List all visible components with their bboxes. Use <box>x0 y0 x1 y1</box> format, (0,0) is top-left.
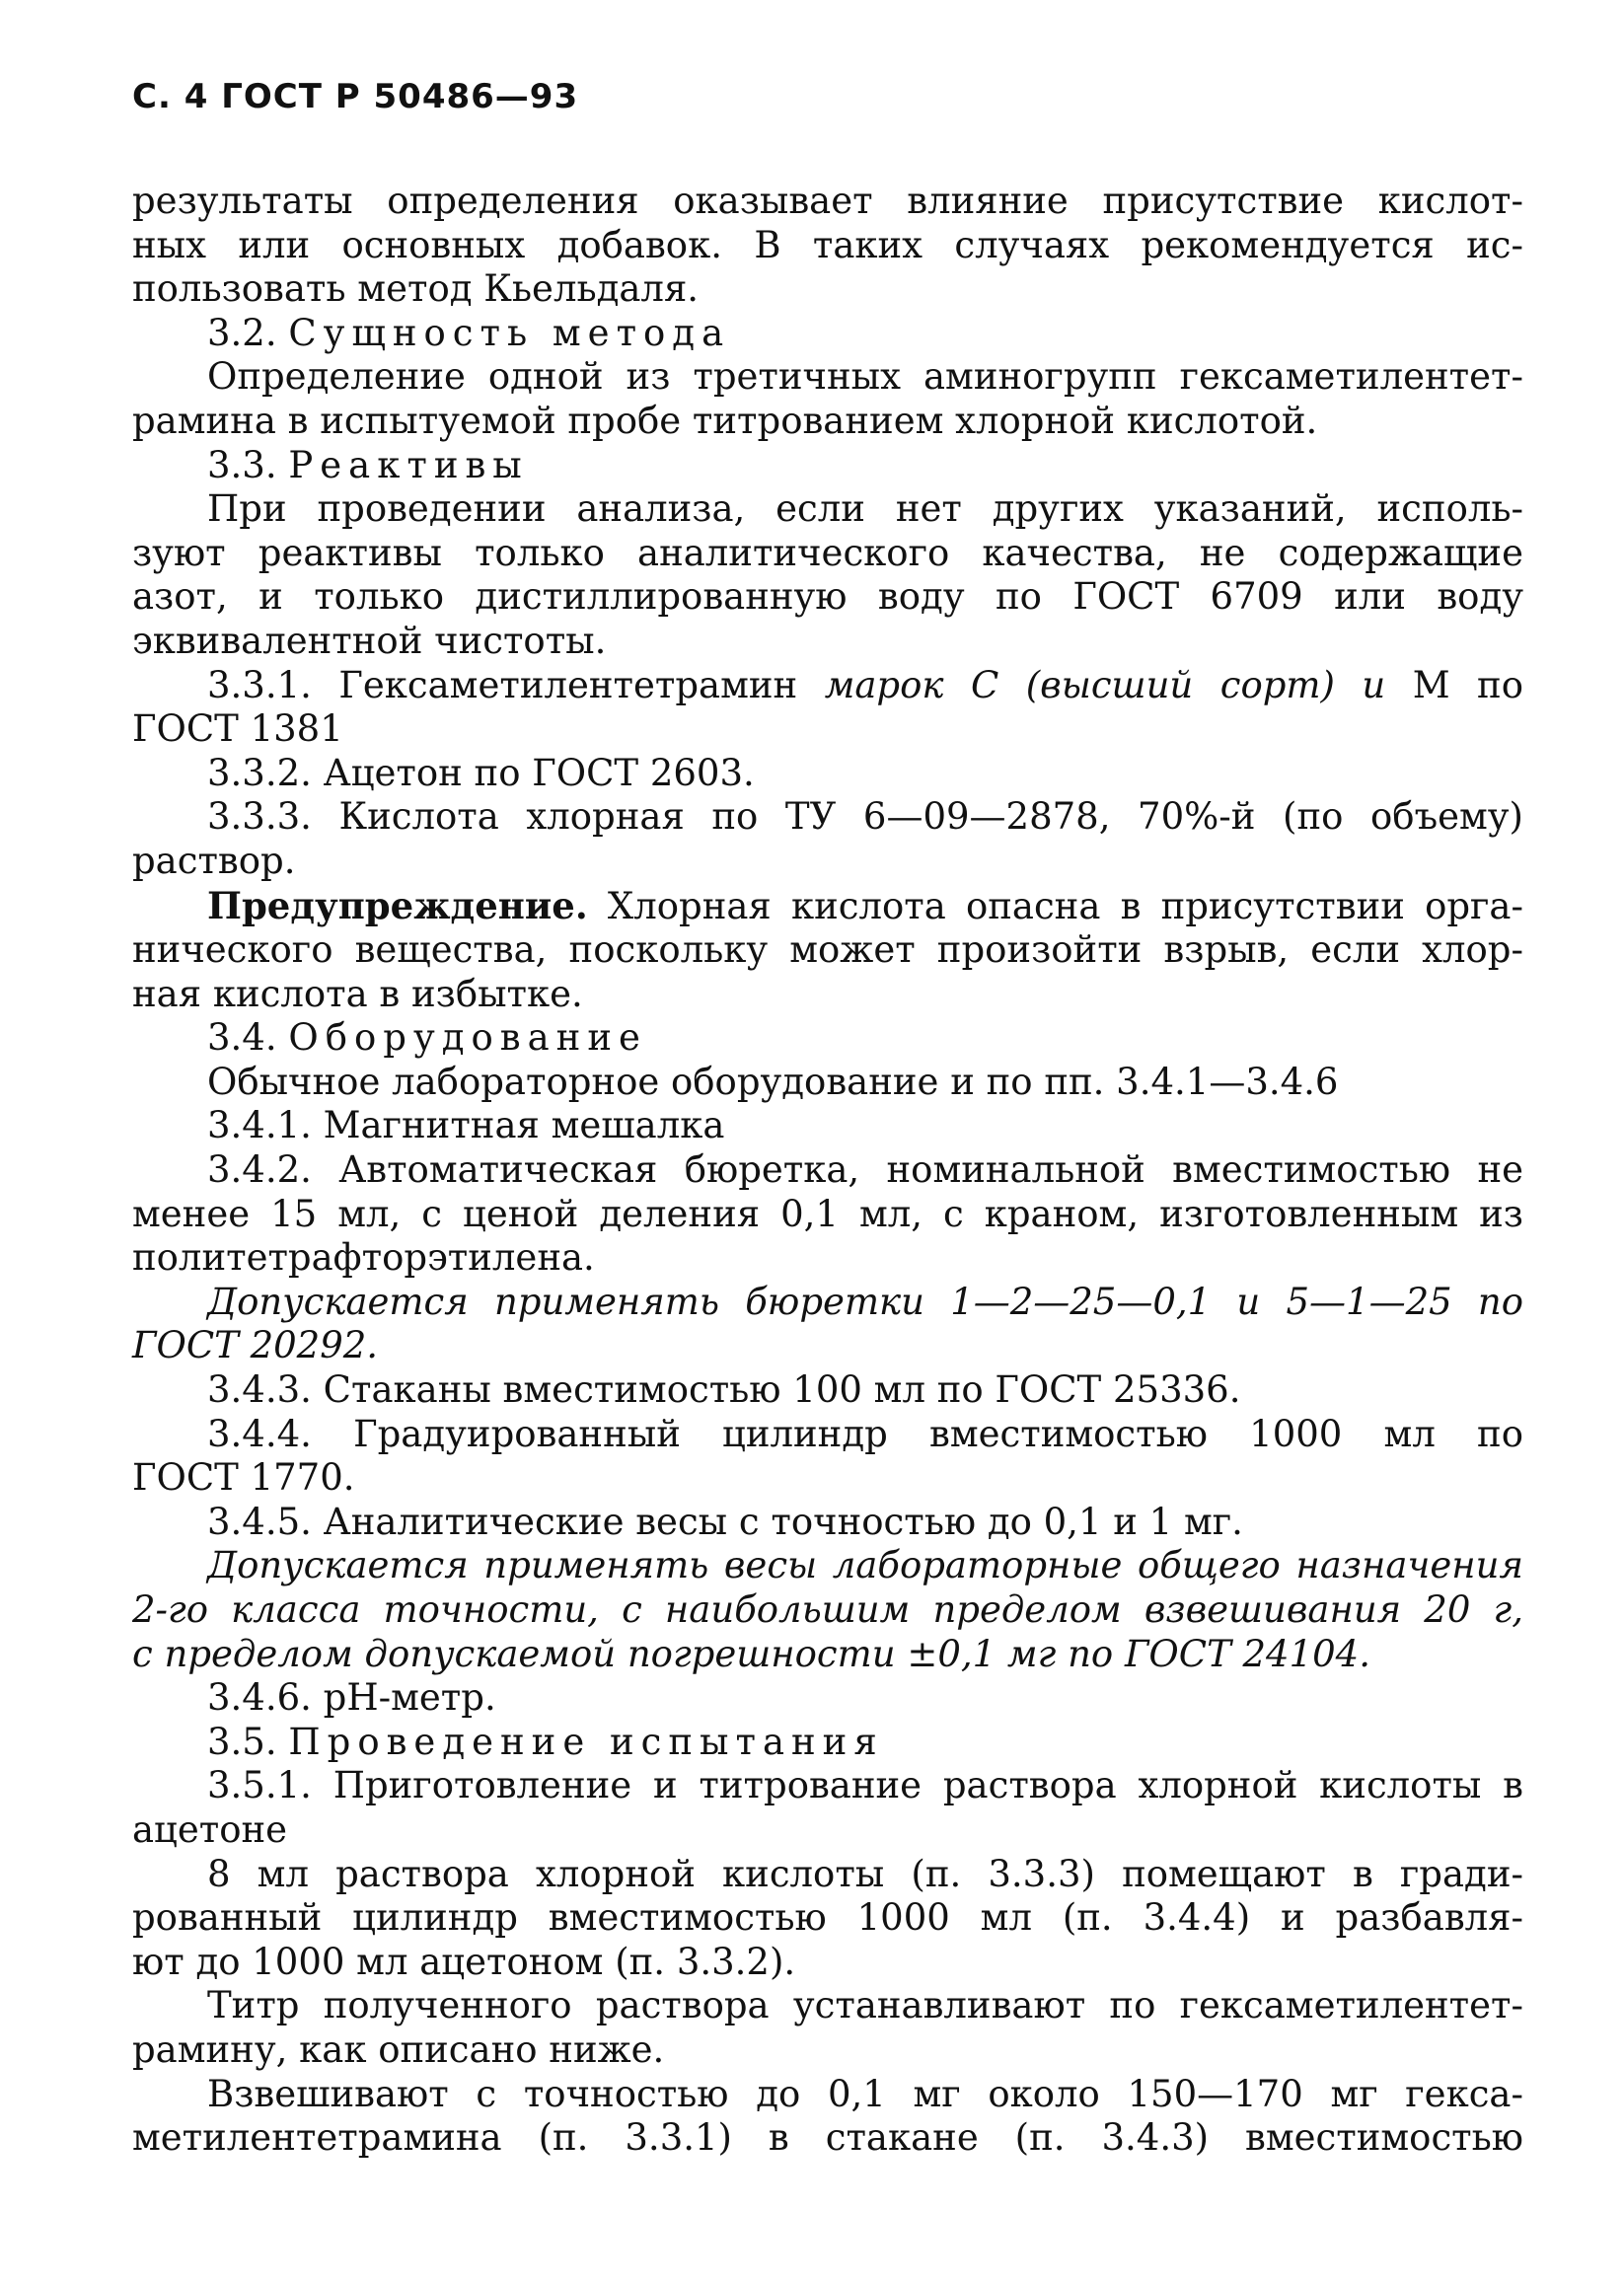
text-line: Допускается применять весы лабораторные общего назначения <box>207 1544 1523 1587</box>
text-line: 3.5.1. Приготовление и титрование раствора хлорной кислоты в <box>207 1764 1523 1807</box>
text-line: ных или основных добавок. В таких случаях рекомендуется ис- <box>132 223 1523 266</box>
text-line: 3.3.1. Гексаметилентетрамин марок С (высший сорт) и М по <box>207 663 1523 706</box>
text-line: ют до 1000 мл ацетоном (п. 3.3.2). <box>132 1940 796 1983</box>
text-line: 8 мл раствора хлорной кислоты (п. 3.3.3) помещают в гради- <box>207 1852 1523 1895</box>
text-line: ГОСТ 1770. <box>132 1456 355 1500</box>
section-number: 3.2. <box>207 311 289 354</box>
text-line: политетрафторэтилена. <box>132 1236 595 1280</box>
text-line: 3.3.2. Ацетон по ГОСТ 2603. <box>207 751 755 794</box>
text-line: раствор. <box>132 839 296 882</box>
text-line: зуют реактивы только аналитического качества, не содержащие <box>132 531 1523 574</box>
text-line: рованный цилиндр вместимостью 1000 мл (п. 3.4.4) и разбавля- <box>132 1896 1523 1940</box>
text-line: Титр полученного раствора устанавливают по гексаметилентет- <box>207 1984 1523 2027</box>
text-line: 3.4.4. Градуированный цилиндр вместимостью 1000 мл по <box>207 1412 1523 1455</box>
section-title: Оборудование <box>288 1016 647 1060</box>
section-number: 3.5. <box>207 1720 289 1763</box>
document-body <box>132 180 1523 2161</box>
text-line: азот, и только дистиллированную воду по ГОСТ 6709 или воду <box>132 575 1523 619</box>
section-title: Проведение испытания <box>288 1720 884 1763</box>
text-line: 3.4.2. Автоматическая бюретка, номинальной вместимостью не <box>207 1148 1523 1192</box>
text-line: нического вещества, поскольку может произойти взрыв, если хлор- <box>132 928 1523 972</box>
text-line: 3.3.3. Кислота хлорная по ТУ 6—09—2878, 70%-й (по объему) <box>207 795 1523 839</box>
text-line: эквивалентной чистоты. <box>132 619 607 662</box>
text-line: Допускается применять бюретки 1—2—25—0,1 и 5—1—25 по <box>207 1280 1523 1323</box>
text-line: с пределом допускаемой погрешности ±0,1 мг по ГОСТ 24104. <box>132 1632 1370 1675</box>
warning-label: Предупреждение. <box>207 883 588 927</box>
text-line: метилентетрамина (п. 3.3.1) в стакане (п. 3.4.3) вместимостью <box>132 2116 1523 2160</box>
text-line: 3.4.5. Аналитические весы с точностью до 0,1 и 1 мг. <box>207 1500 1243 1543</box>
text-line <box>132 444 1523 488</box>
page-header: С. 4 ГОСТ Р 50486—93 <box>132 77 579 116</box>
section-title: Реактивы <box>288 443 529 486</box>
text-line: 2-го класса точности, с наибольшим пределом взвешивания 20 г, <box>132 1588 1523 1631</box>
text-line: ацетоне <box>132 1807 288 1851</box>
text-line: Предупреждение. Хлорная кислота опасна в присутствии орга- <box>207 883 1523 927</box>
text-line: ГОСТ 20292. <box>132 1324 379 1367</box>
section-number: 3.4. <box>207 1016 289 1060</box>
section-title: Сущность метода <box>288 311 731 354</box>
text-line: пользовать метод Кьельдаля. <box>132 267 700 311</box>
text-line: Обычное лабораторное оборудование и по пп. 3.4.1—3.4.6 <box>207 1060 1339 1103</box>
text-line <box>132 312 1523 356</box>
text-line: менее 15 мл, с ценой деления 0,1 мл, с краном, изготовленным из <box>132 1192 1523 1235</box>
section-number: 3.3. <box>207 443 289 486</box>
text-line: рамину, как описано ниже. <box>132 2027 665 2071</box>
text-line: 3.4.6. рН-метр. <box>207 1676 496 1720</box>
text-line: ГОСТ 1381 <box>132 707 343 751</box>
text-line <box>132 1016 1523 1061</box>
text-line: результаты определения оказывает влияние присутствие кислот- <box>132 180 1523 222</box>
text-line: Определение одной из третичных аминогрупп гексаметилентет- <box>207 355 1523 399</box>
text-line: Взвешивают с точностью до 0,1 мг около 150—170 мг гекса- <box>207 2072 1523 2115</box>
italic-phrase: марок С (высший сорт) и <box>824 663 1386 706</box>
text-line: 3.4.3. Стаканы вместимостью 100 мл по ГОСТ 25336. <box>207 1368 1241 1412</box>
text-line: При проведении анализа, если нет других указаний, исполь- <box>207 487 1523 531</box>
text-line <box>132 1721 1523 1765</box>
text-line: ная кислота в избытке. <box>132 972 583 1015</box>
text-line: рамина в испытуемой пробе титрованием хлорной кислотой. <box>132 399 1318 442</box>
text-line: 3.4.1. Магнитная мешалка <box>207 1104 725 1147</box>
